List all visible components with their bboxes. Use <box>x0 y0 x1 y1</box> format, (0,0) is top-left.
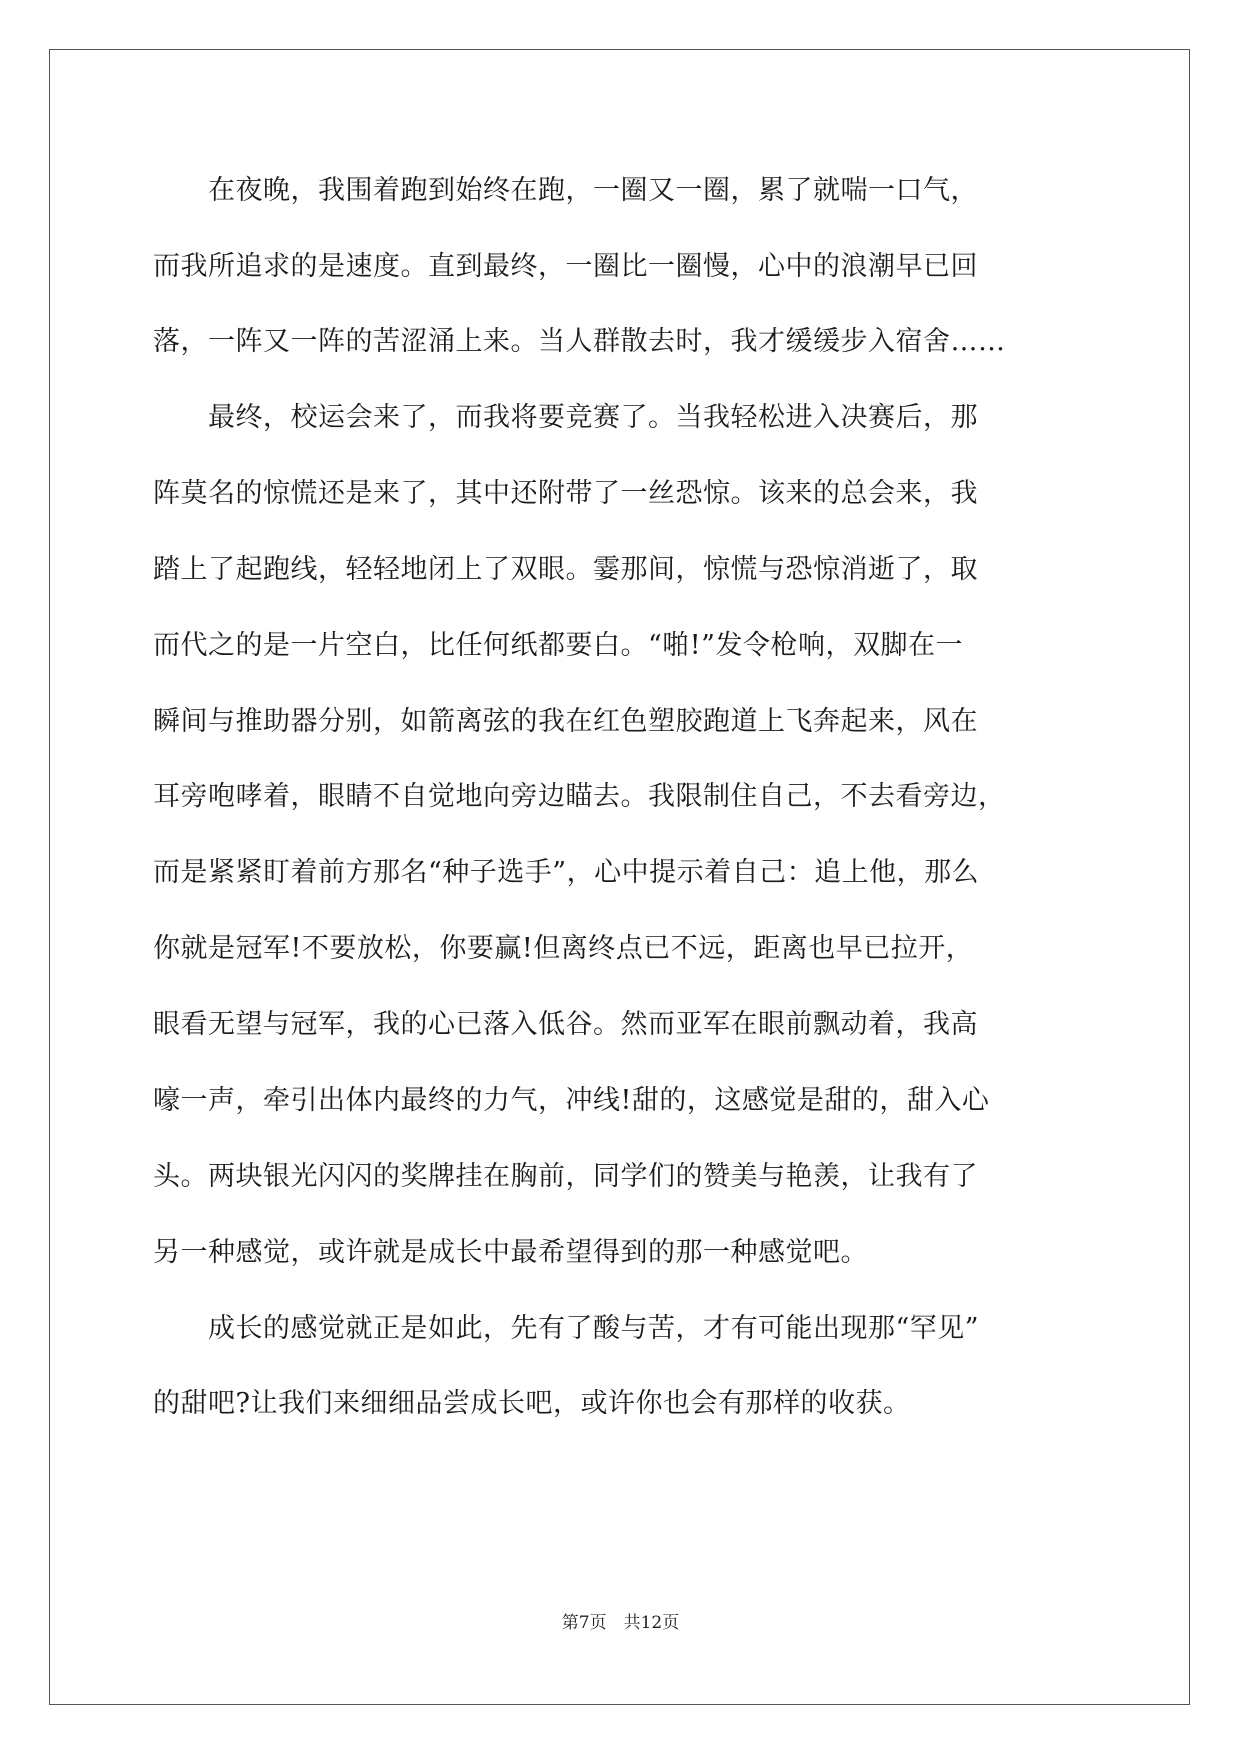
text-line: 最终，校运会来了，而我将要竞赛了。当我轻松进入决赛后，那 <box>153 402 978 433</box>
text-line: 的甜吧?让我们来细细品尝成长吧，或许你也会有那样的收获。 <box>153 1388 911 1419</box>
text-line: 瞬间与推助器分别，如箭离弦的我在红色塑胶跑道上飞奔起来，风在 <box>153 706 978 737</box>
text-line: 头。两块银光闪闪的奖牌挂在胸前，同学们的赞美与艳羡，让我有了 <box>153 1161 978 1192</box>
text-line: 成长的感觉就正是如此，先有了酸与苦，才有可能出现那“罕见” <box>153 1313 980 1344</box>
text-line: 眼看无望与冠军，我的心已落入低谷。然而亚军在眼前飘动着，我高 <box>153 1009 978 1040</box>
text-line: 踏上了起跑线，轻轻地闭上了双眼。霎那间，惊慌与恐惊消逝了，取 <box>153 554 978 585</box>
text-line: 落，一阵又一阵的苦涩涌上来。当人群散去时，我才缓缓步入宿舍…… <box>153 326 1006 357</box>
text-line: 耳旁咆哮着，眼睛不自觉地向旁边瞄去。我限制住自己，不去看旁边， <box>153 781 1006 812</box>
page-number-footer: 第7页 共12页 <box>561 1613 680 1633</box>
text-line: 而我所追求的是速度。直到最终，一圈比一圈慢，心中的浪潮早已回 <box>153 251 978 282</box>
text-line: 在夜晚，我围着跑到始终在跑，一圈又一圈，累了就喘一口气， <box>153 175 978 206</box>
text-line: 嚎一声，牵引出体内最终的力气，冲线!甜的，这感觉是甜的，甜入心 <box>153 1085 990 1116</box>
text-line: 而是紧紧盯着前方那名“种子选手”，心中提示着自己：追上他，那么 <box>153 857 980 888</box>
text-line: 另一种感觉，或许就是成长中最希望得到的那一种感觉吧。 <box>153 1237 868 1268</box>
text-line: 阵莫名的惊慌还是来了，其中还附带了一丝恐惊。该来的总会来，我 <box>153 478 978 509</box>
text-line: 而代之的是一片空白，比任何纸都要白。“啪!”发令枪响，双脚在一 <box>153 630 963 661</box>
text-line: 你就是冠军!不要放松，你要赢!但离终点已不远，距离也早已拉开， <box>153 933 974 964</box>
